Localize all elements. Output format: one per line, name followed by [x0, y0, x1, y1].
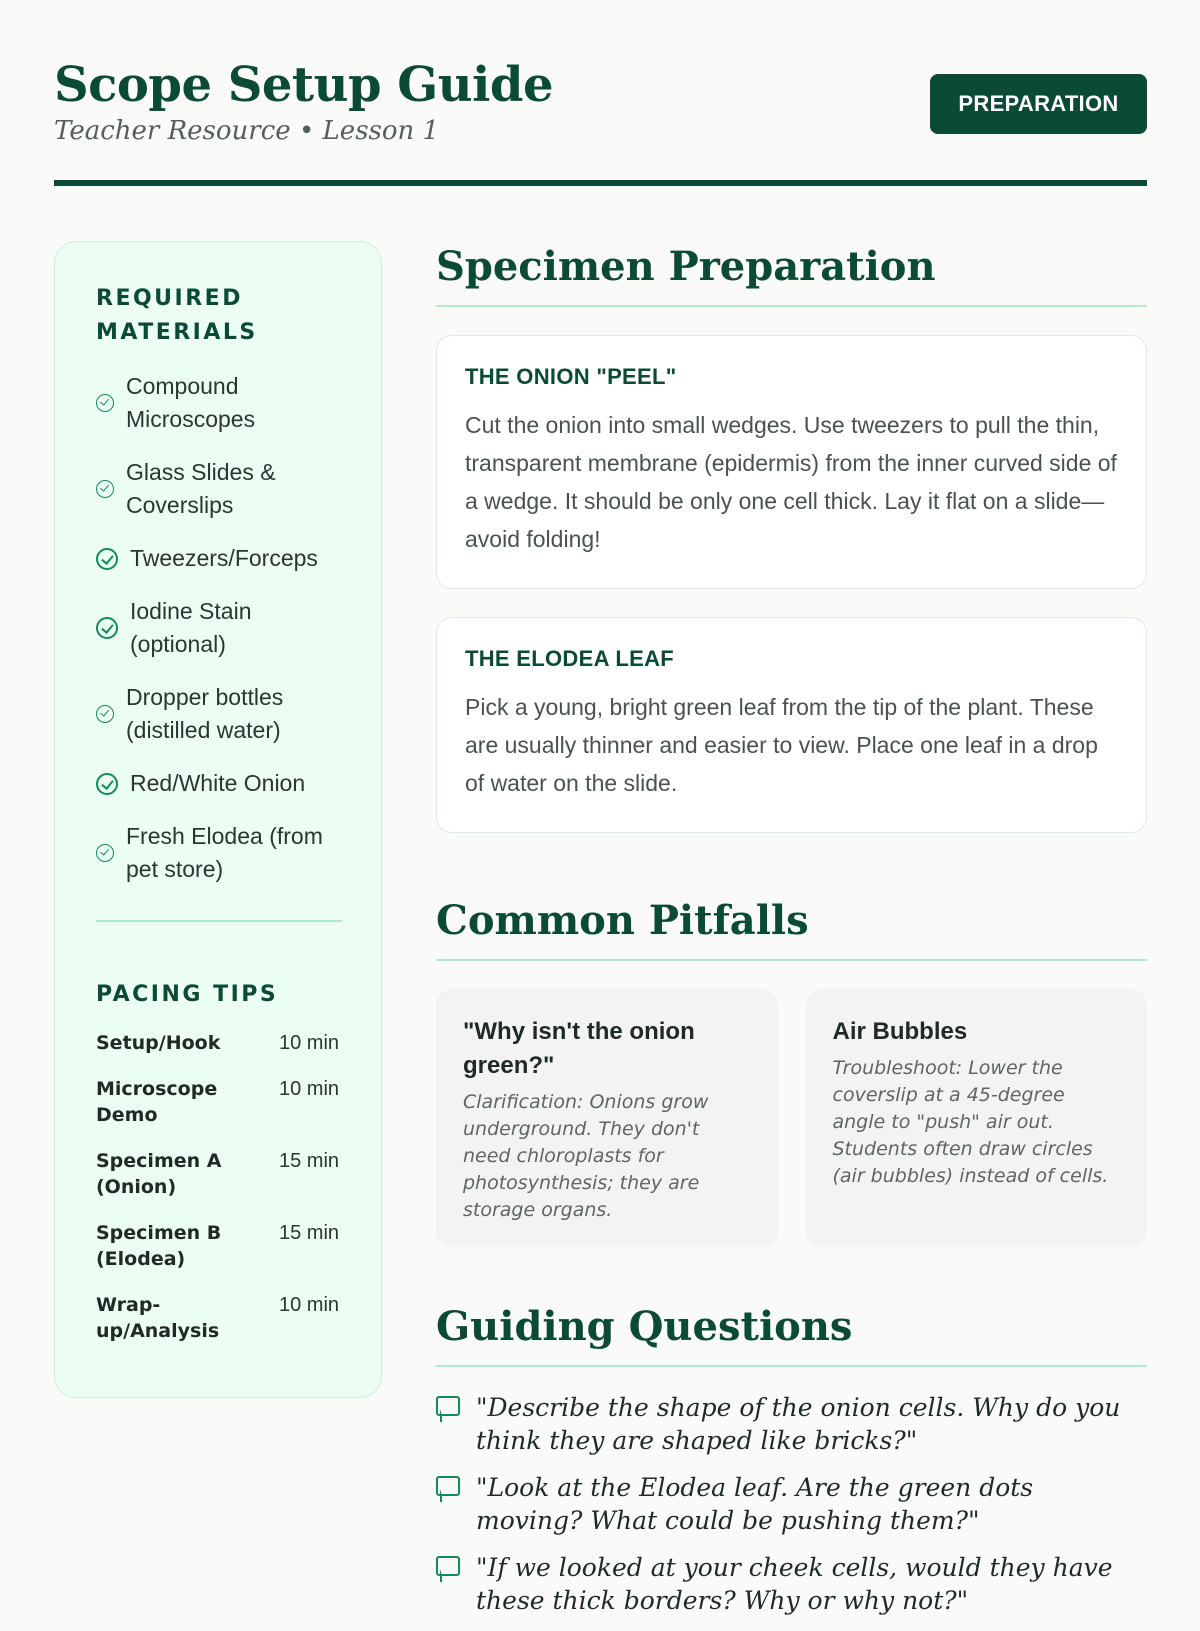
- page-header: [54, 56, 1147, 186]
- sidebar: [54, 241, 382, 1398]
- header-divider: [54, 180, 1147, 186]
- material-item: [96, 820, 341, 886]
- questions-section: [436, 1301, 1147, 1617]
- speech-bubble-icon: [436, 1476, 460, 1496]
- pacing-row: [96, 1292, 341, 1344]
- pacing-label: Microscope Demo: [96, 1078, 218, 1126]
- pacing-row: [96, 1076, 341, 1128]
- preparation-badge: PREPARATION: [930, 74, 1147, 134]
- pacing-label: Specimen B (Elodea): [96, 1222, 222, 1270]
- pitfall-title: Air Bubbles: [832, 1018, 968, 1045]
- pacing-label: Setup/Hook: [96, 1032, 221, 1054]
- pacing-row: [96, 1030, 341, 1056]
- questions-list: [436, 1391, 1147, 1617]
- pacing-row: [96, 1148, 341, 1200]
- check-circle-icon: [96, 617, 118, 639]
- pitfall-card: [436, 989, 778, 1247]
- check-circle-icon: [96, 480, 114, 498]
- pitfall-title: "Why isn't the onion green?": [463, 1018, 695, 1079]
- check-circle-icon: [96, 705, 114, 723]
- question-text: "Look at the Elodea leaf. Are the green dots moving? What could be pushing them?": [476, 1473, 1034, 1535]
- onion-card-title: THE ONION "PEEL": [465, 364, 677, 389]
- materials-list: [96, 370, 341, 886]
- pacing-time: 10 min: [279, 1078, 340, 1100]
- material-label: Red/White Onion: [130, 770, 306, 796]
- main-content: [436, 241, 1147, 1631]
- material-item: [96, 767, 341, 800]
- elodea-card-body: Pick a young, bright green leaf from the tip of the plant. These are usually thinner and easier to view. Place one leaf in a drop of water on the slide.: [465, 694, 1098, 796]
- check-circle-icon: [96, 548, 118, 570]
- pitfall-body: Clarification: Onions grow underground. They don't need chloroplasts for photosynthesis; they are storage organs.: [463, 1091, 709, 1221]
- onion-card-body: Cut the onion into small wedges. Use tweezers to pull the thin, transparent membrane (epidermis) from the inner curved side of a wedge. It should be only one cell thick. Lay it flat on a slide—avoid folding!: [465, 412, 1117, 552]
- materials-heading: REQUIRED MATERIALS: [96, 286, 258, 345]
- page-subtitle: Teacher Resource • Lesson 1: [54, 116, 440, 146]
- material-label: Tweezers/Forceps: [130, 545, 318, 571]
- question-item: [436, 1551, 1147, 1617]
- pitfall-card: [806, 989, 1148, 1247]
- material-label: Compound Microscopes: [126, 373, 256, 432]
- material-label: Glass Slides & Coverslips: [126, 459, 276, 518]
- onion-card: [436, 335, 1147, 589]
- sidebar-divider: [96, 920, 342, 922]
- check-circle-icon: [96, 773, 118, 795]
- check-circle-icon: [96, 394, 114, 412]
- question-item: [436, 1391, 1147, 1457]
- material-label: Iodine Stain (optional): [130, 598, 252, 657]
- elodea-card: [436, 617, 1147, 833]
- pacing-time: 15 min: [279, 1222, 340, 1244]
- material-item: [96, 370, 341, 436]
- pacing-row: [96, 1220, 341, 1272]
- pitfalls-section: [436, 895, 1147, 1247]
- pacing-time: 15 min: [279, 1150, 340, 1172]
- pitfalls-grid: [436, 989, 1147, 1247]
- questions-section-title: Guiding Questions: [436, 1301, 1147, 1367]
- question-text: "Describe the shape of the onion cells. Why do you think they are shaped like bricks?": [476, 1393, 1121, 1455]
- speech-bubble-icon: [436, 1556, 460, 1576]
- material-item: [96, 542, 341, 575]
- check-circle-icon: [96, 844, 114, 862]
- elodea-card-title: THE ELODEA LEAF: [465, 646, 675, 671]
- question-text: "If we looked at your cheek cells, would they have these thick borders? Why or why not?": [476, 1553, 1113, 1615]
- pacing-time: 10 min: [279, 1032, 340, 1054]
- material-item: [96, 681, 341, 747]
- pacing-label: Specimen A (Onion): [96, 1150, 222, 1198]
- material-label: Fresh Elodea (from pet store): [126, 823, 323, 882]
- speech-bubble-icon: [436, 1396, 460, 1416]
- question-item: [436, 1471, 1147, 1537]
- specimen-section-title: Specimen Preparation: [436, 241, 1147, 307]
- pacing-label: Wrap-up/Analysis: [96, 1294, 220, 1342]
- page-title: Scope Setup Guide: [54, 57, 553, 113]
- material-item: [96, 595, 341, 661]
- pacing-time: 10 min: [279, 1294, 340, 1316]
- pacing-list: [96, 1030, 341, 1344]
- material-item: [96, 456, 341, 522]
- material-label: Dropper bottles (distilled water): [126, 684, 284, 743]
- specimen-section: [436, 241, 1147, 833]
- pitfall-body: Troubleshoot: Lower the coverslip at a 45-degree angle to "push" air out. Students often draw circles (air bubbles) instead of cells.: [832, 1057, 1109, 1187]
- pacing-heading: PACING TIPS: [96, 982, 279, 1007]
- pitfalls-section-title: Common Pitfalls: [436, 895, 1147, 961]
